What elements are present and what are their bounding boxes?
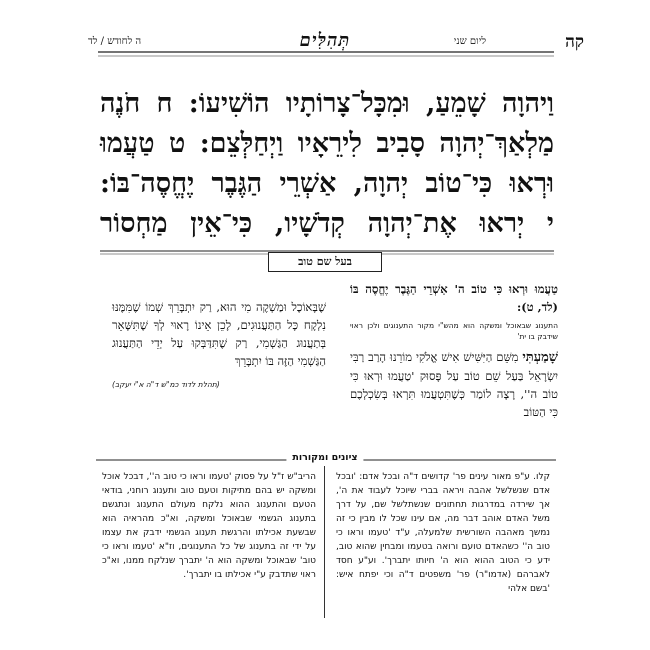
notes-right-column: קלו. ע"פ מאור עינים פר' קדושים ד"ה ובכל אדם: 'ובכל אדם שנשלשל אהבה ויראה בברי שיוכל לעבוד את ה', אך שירדה במדרגות תחתונים שנשתלשל שם, על דרך משל האדם אוהב דבר מה, אם עינו שכל לו מבין כי זה נמשך מאהבה השורשית שלמעלה, ע"ד 'טעמו וראו כי טוב ה'' כשהאדם טועם ורואה בטעמו ומבחין שהוא טוב, ידע כי הטוב ההוא הוא ה' חיותו יתברך'. וע"ע חסד לאברהם (אדמו"ר) פר' משפטים ד"ה וכי יפתח איש: 'בשם אלהי xyxy=(336,472,550,594)
month-label: ה לחודש / לד xyxy=(88,36,142,47)
verse-block xyxy=(100,84,554,244)
notes-title: ציונים ומקורות xyxy=(286,452,363,463)
verse-line: י יְראוּ אֶת־יְהוָה קְדֹשָׁיו, כִּי־אֵין מַחְסוֹר xyxy=(100,208,554,239)
notes-left-column: הריב"ש ז"ל על פסוק 'טעמו וראו כי טוב ה'', דבכל אוכל ומשקה יש בהם מתיקות וטעם טוב ותענוג רוחני, בודאי הטעם והתענוג ההוא נלקח מעולם התענוג ונתגשם בתענוג הגשמי שבאוכל ומשקה, וא"כ מהראיה הוא שבשעת אכילתו והרגשת תענוג הגשמי ידבק את עצמו על ידי זה בתענוג של כל התענוגים, וז"א 'טעמו וראו כי טוב' שבאוכל ומשקה הוא ה' יתברך שנלקח ממנו, וא"כ ראוי שתדבק ע"י אכילתו בו יתברך'. xyxy=(102,472,316,580)
commentary-left-column xyxy=(112,280,326,394)
notes-column-divider xyxy=(324,466,325,618)
day-label: ליום שני xyxy=(453,36,486,47)
commentary-heading: טַעֲמוּ וּרְאוּ כִּי טוֹב ה' אַשְׁרֵי הַגֶּבֶר יֶחֱסֶה בּוֹ (לד, ט): xyxy=(350,282,558,314)
verse-line: מַלְאַךְ־יְהוָה סָבִיב לִירֵאָיו וַיְחַלְּצֵם: ט טַעֲמוּ xyxy=(100,128,554,159)
page-folio: קה xyxy=(565,32,584,52)
commentary-text: שֶׁבָּאוֹכֶל וּמַשְׁקֶה מִי הוּא, רַק יִתְבָּרֵךְ שְׁמוֹ שֶׁמִּמֶּנּוּ נִלְקָח כָּל הַתַּעֲנוּגִים, לָכֵן אֵינוֹ רָאוּי לְךָ שֶׁתִּשָּׁאֵר בְּתַעֲנוּג הַגַּשְׁמִי, רַק שֶׁתִּדַּבְּקוּ עַל יְדֵי הַתַּעֲנוּג הַגַּשְׁמִי הַזֶּה בּוֹ יִתְבָּרֵךְ xyxy=(112,300,326,368)
commentary-citation: (תהלת לדוד כמ"ש ד"ה א"י יעקב) xyxy=(112,380,220,389)
source-note: התענוג שבאוכל ומשקה הוא מהש"י מקור התענוגים ולכן ראוי שידבק בו ית' xyxy=(350,321,558,341)
book-title: תְּהִלִּים xyxy=(290,30,361,51)
verse-line: וַיהוָה שָׁמֵעַ, וּמִכָּל־צָרוֹתָיו הוֹשִׁיעוֹ: ח חֹנֶה xyxy=(100,88,554,119)
section-banner: בעל שם טוב xyxy=(268,252,382,272)
verse-line: וּרְאוּ כִּי־טוֹב יְהוָה, אַשְׁרֵי הַגֶּבֶר יֶחֱסֶה־בּוֹ: xyxy=(100,168,554,199)
commentary-lead-word: שָׁמַעְתִּי xyxy=(522,350,558,365)
commentary-right-column xyxy=(350,280,558,421)
header-rule xyxy=(98,50,554,58)
commentary-text: מִשֵּׁם הַיִּשִּׁישׁ אִישׁ אֱלֹקִי מוֹרֵנוּ הָרַב רַבִּי יִשְׂרָאֵל בַּעַל שֵׁם טוֹב עַל פָּסוּק 'טַעֲמוּ וּרְאוּ כִּי טוֹב ה'', רָצָה לוֹמַר כְּשֶׁתִּטְעֲמוּ תִּרְאוּ בְּשִׂכְלְכֶם כִּי הַטּוֹב xyxy=(350,350,558,419)
